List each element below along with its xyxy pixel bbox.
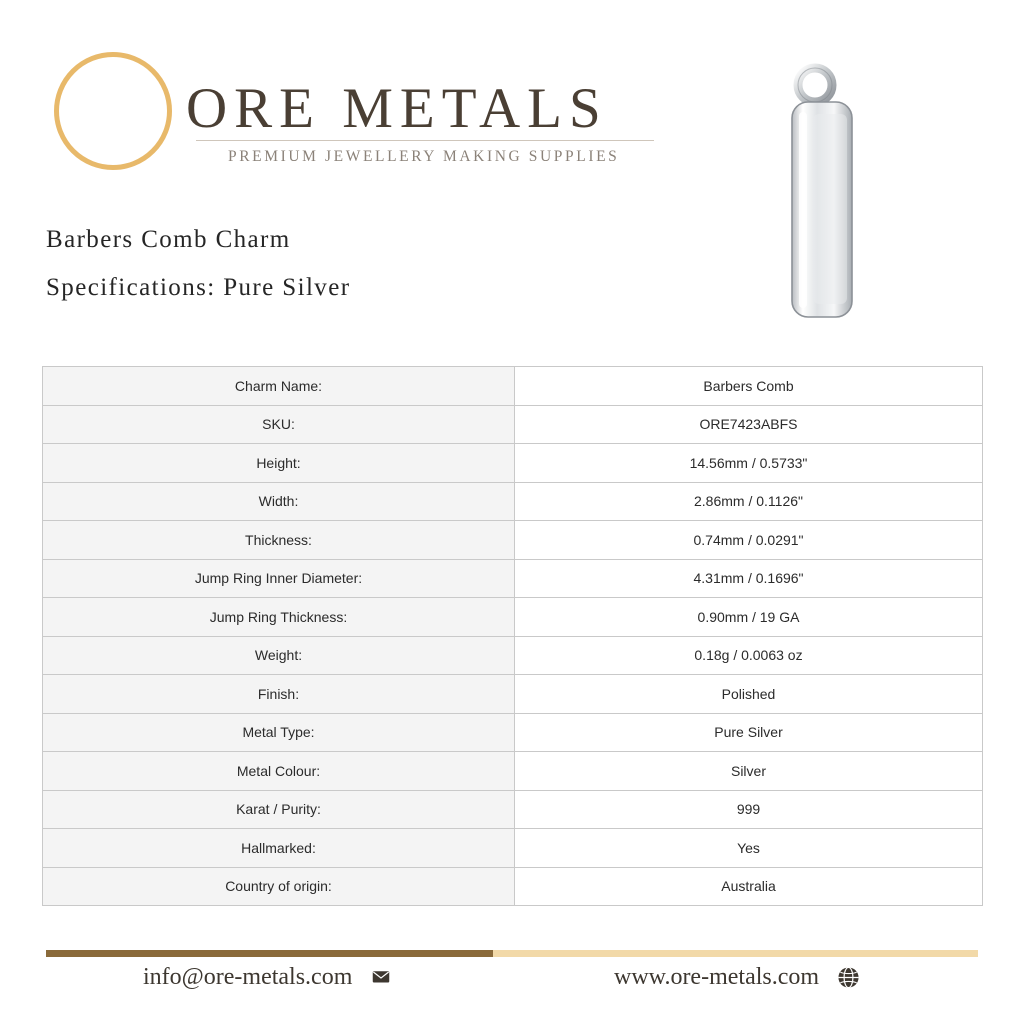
footer-accent-bar: [46, 950, 978, 957]
spec-value: Silver: [515, 752, 983, 791]
specifications-table: [42, 366, 983, 906]
spec-label: Finish:: [43, 675, 515, 714]
table-row: [43, 367, 983, 406]
brand-header: [46, 28, 646, 178]
spec-label: Hallmarked:: [43, 829, 515, 868]
spec-value: Pure Silver: [515, 713, 983, 752]
footer: [46, 958, 978, 1018]
spec-value: 0.18g / 0.0063 oz: [515, 636, 983, 675]
spec-value: 14.56mm / 0.5733": [515, 444, 983, 483]
spec-label: Height:: [43, 444, 515, 483]
spec-label: Metal Colour:: [43, 752, 515, 791]
spec-label: Weight:: [43, 636, 515, 675]
footer-website-text[interactable]: www.ore-metals.com: [614, 964, 820, 990]
spec-value: Australia: [515, 867, 983, 906]
spec-label: Width:: [43, 482, 515, 521]
spec-label: SKU:: [43, 405, 515, 444]
spec-label: Jump Ring Inner Diameter:: [43, 559, 515, 598]
table-row: [43, 559, 983, 598]
spec-label: Thickness:: [43, 521, 515, 560]
spec-label: Metal Type:: [43, 713, 515, 752]
page-title: Barbers Comb Charm: [46, 226, 291, 253]
brand-divider: [196, 140, 654, 141]
table-row: [43, 598, 983, 637]
spec-value: ORE7423ABFS: [515, 405, 983, 444]
globe-icon: [835, 965, 861, 991]
table-row: [43, 675, 983, 714]
footer-bar-segment-right: [493, 950, 978, 957]
spec-value: Polished: [515, 675, 983, 714]
spec-label: Karat / Purity:: [43, 790, 515, 829]
spec-value: 999: [515, 790, 983, 829]
footer-email-text[interactable]: info@ore-metals.com: [143, 964, 353, 990]
brand-tagline: PREMIUM JEWELLERY MAKING SUPPLIES: [228, 148, 620, 165]
table-row: [43, 521, 983, 560]
page-subtitle: Specifications: Pure Silver: [46, 274, 351, 301]
spec-label: Charm Name:: [43, 367, 515, 406]
spec-value: Barbers Comb: [515, 367, 983, 406]
table-row: [43, 636, 983, 675]
table-row: [43, 713, 983, 752]
spec-value: 0.90mm / 19 GA: [515, 598, 983, 637]
footer-email-group[interactable]: [143, 964, 394, 991]
circle-ring-logo-icon: [54, 52, 172, 170]
table-row: [43, 482, 983, 521]
spec-value: 0.74mm / 0.0291": [515, 521, 983, 560]
footer-website-group[interactable]: [614, 964, 861, 991]
table-row: [43, 752, 983, 791]
barbers-comb-charm-image: [720, 42, 930, 342]
table-row: [43, 444, 983, 483]
footer-bar-segment-left: [46, 950, 493, 957]
brand-name: ORE METALS: [186, 77, 608, 140]
table-row: [43, 790, 983, 829]
spec-value: 4.31mm / 0.1696": [515, 559, 983, 598]
table-row: [43, 867, 983, 906]
table-row: [43, 405, 983, 444]
spec-value: Yes: [515, 829, 983, 868]
table-row: [43, 829, 983, 868]
spec-label: Jump Ring Thickness:: [43, 598, 515, 637]
spec-value: 2.86mm / 0.1126": [515, 482, 983, 521]
envelope-icon: [368, 965, 394, 991]
spec-label: Country of origin:: [43, 867, 515, 906]
